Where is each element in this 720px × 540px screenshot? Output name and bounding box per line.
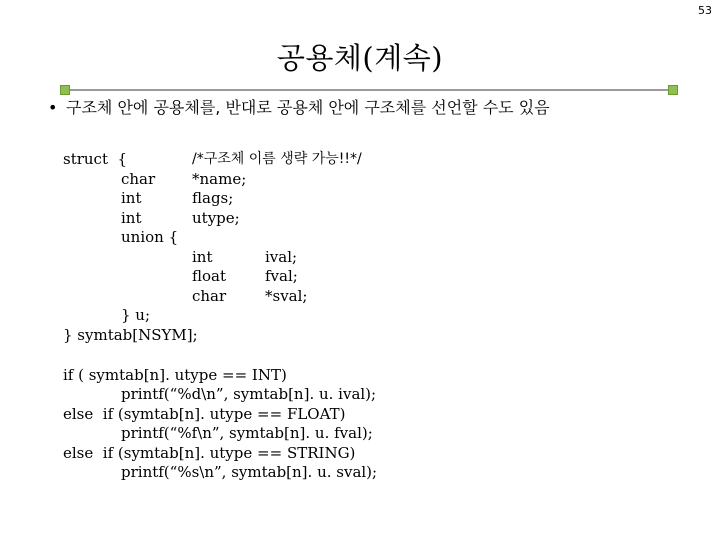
code-line: else if (symtab[n]. utype == STRING) bbox=[63, 444, 356, 462]
code-union-open: union { bbox=[121, 228, 179, 246]
code-struct-open: struct { bbox=[63, 150, 128, 168]
code-line: else if (symtab[n]. utype == FLOAT) bbox=[63, 405, 346, 423]
divider-left-square bbox=[60, 85, 70, 95]
page-number: 53 bbox=[698, 4, 712, 17]
code-field: flags; bbox=[192, 189, 234, 207]
title-divider bbox=[60, 85, 678, 95]
code-field: fval; bbox=[265, 267, 298, 285]
bullet-icon: • bbox=[48, 98, 58, 117]
code-type: int bbox=[192, 248, 213, 266]
code-line: printf(“%s\n”, symtab[n]. u. sval); bbox=[121, 463, 378, 481]
code-field: utype; bbox=[192, 209, 240, 227]
code-line: if ( symtab[n]. utype == INT) bbox=[63, 366, 287, 384]
code-comment: /*구조체 이름 생략 가능!!*/ bbox=[192, 151, 362, 167]
code-type: char bbox=[192, 287, 227, 305]
code-type: char bbox=[121, 170, 156, 188]
code-line: printf(“%f\n”, symtab[n]. u. fval); bbox=[121, 424, 373, 442]
divider-right-square bbox=[668, 85, 678, 95]
code-struct-close: } symtab[NSYM]; bbox=[63, 326, 198, 344]
code-field: ival; bbox=[265, 248, 298, 266]
code-field: *sval; bbox=[265, 287, 308, 305]
bullet-text: 구조체 안에 공용체를, 반대로 공용체 안에 구조체를 선언할 수도 있음 bbox=[66, 98, 550, 117]
slide-title: 공용체(계속) bbox=[276, 41, 444, 75]
code-field: *name; bbox=[192, 170, 247, 188]
code-type: int bbox=[121, 209, 142, 227]
code-line: printf(“%d\n”, symtab[n]. u. ival); bbox=[121, 385, 377, 403]
code-type: int bbox=[121, 189, 142, 207]
code-union-close: } u; bbox=[121, 306, 151, 324]
code-type: float bbox=[192, 267, 227, 285]
divider-line bbox=[60, 89, 678, 91]
